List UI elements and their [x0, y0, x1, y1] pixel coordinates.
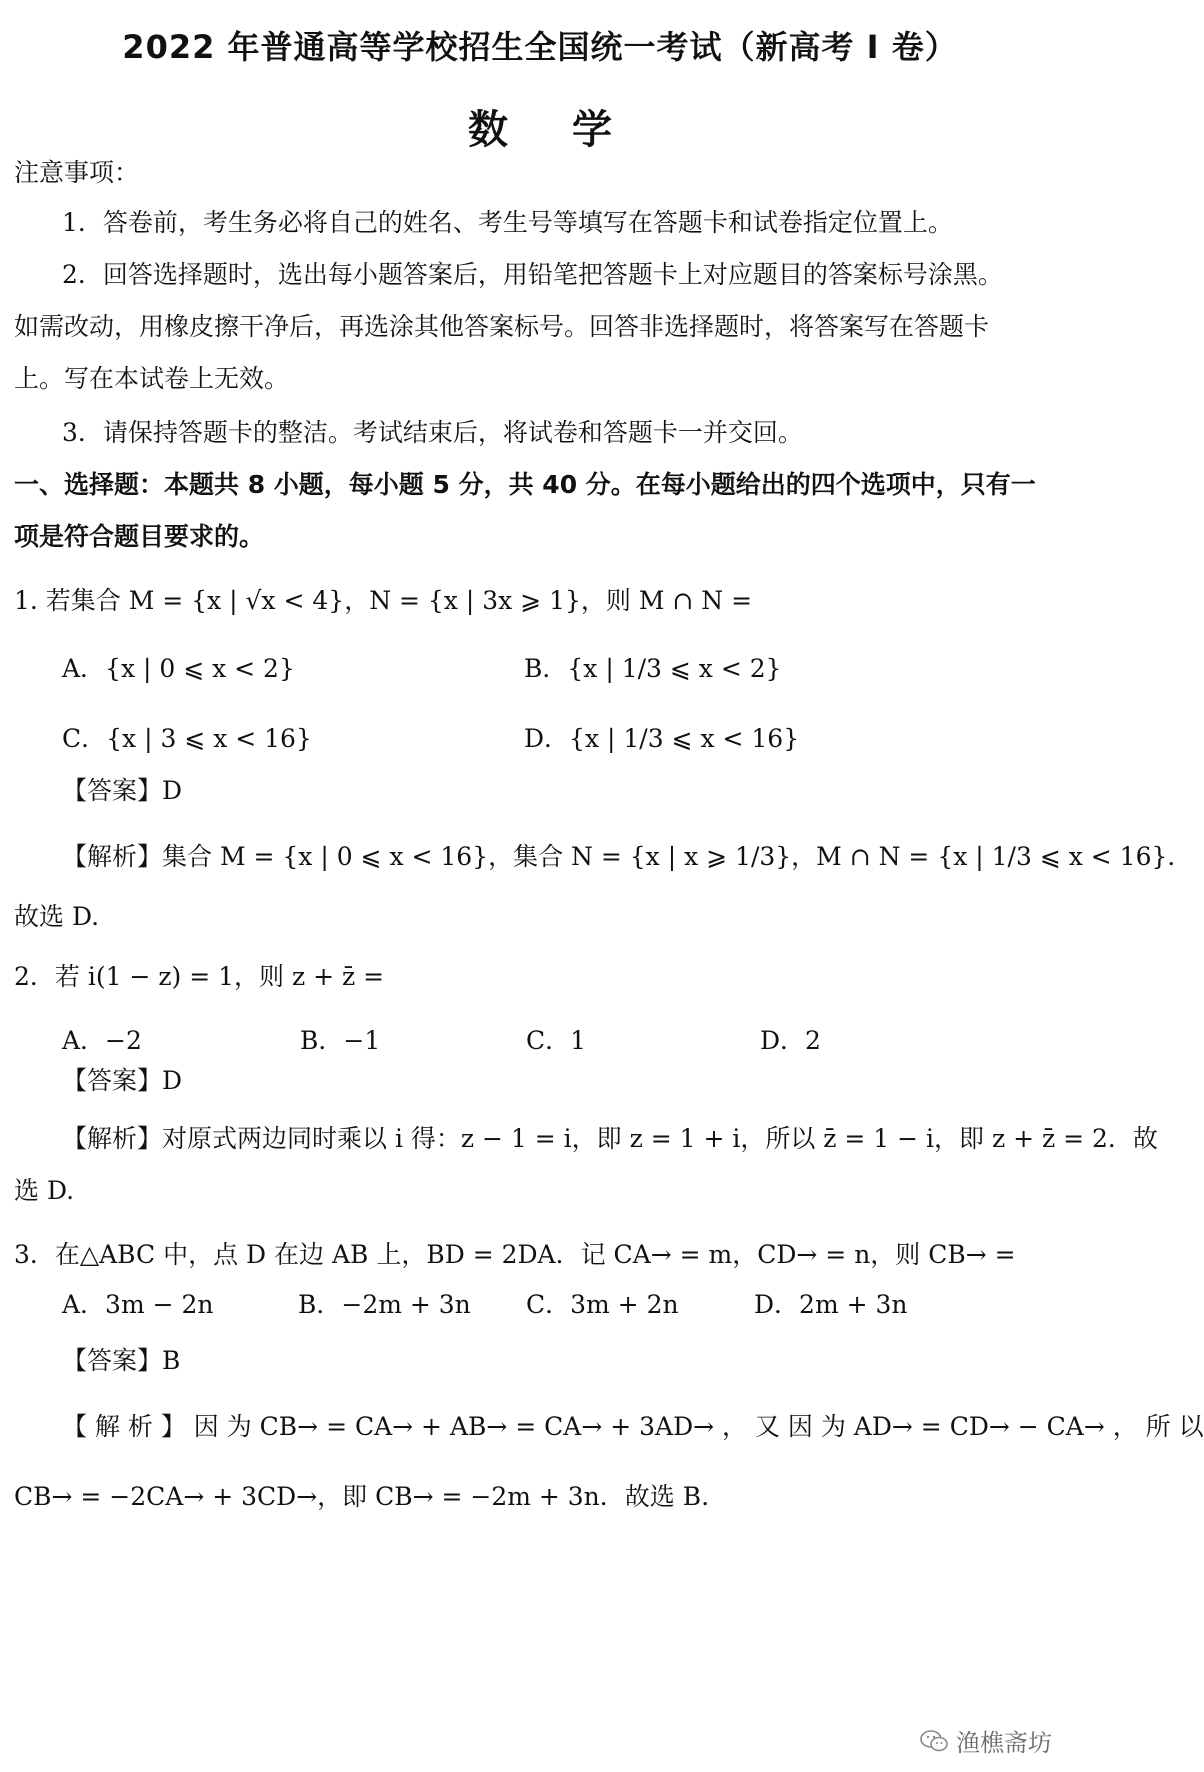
subject-title: 数学 [468, 107, 676, 153]
notes-item-2-line-3: 上。写在本试卷上无效。 [14, 364, 290, 393]
q2-stem: 2．若 i(1 − z) = 1，则 z + z̄ = [14, 962, 385, 991]
watermark [920, 1723, 1052, 1758]
q1-option-d: D．{x | 1/3 ⩽ x < 16} [524, 724, 800, 753]
section-heading-line-2: 项是符合题目要求的。 [14, 522, 265, 551]
q1-stem: 1. 若集合 M = {x | √x < 4}，N = {x | 3x ⩾ 1}，则 M ∩ N = [14, 586, 753, 615]
q1-option-c: C．{x | 3 ⩽ x < 16} [62, 724, 312, 753]
notes-item-2-line-2: 如需改动，用橡皮擦干净后，再选涂其他答案标号。回答非选择题时，将答案写在答题卡 [14, 312, 990, 341]
notes-heading: 注意事项： [14, 158, 140, 187]
q2-option-a: A．−2 [62, 1026, 142, 1055]
q3-stem: 3．在△ABC 中，点 D 在边 AB 上，BD = 2DA．记 CA→ = m，CD→ = n，则 CB→ = [14, 1240, 1016, 1269]
q1-analysis-line-2: 故选 D. [14, 902, 100, 931]
wechat-icon [920, 1729, 948, 1753]
q3-option-a: A．3m − 2n [62, 1290, 214, 1319]
q1-option-a: A．{x | 0 ⩽ x < 2} [62, 654, 295, 683]
notes-item-2-line-1: 2．回答选择题时，选出每小题答案后，用铅笔把答题卡上对应题目的答案标号涂黑。 [62, 260, 1003, 289]
q3-option-c: C．3m + 2n [526, 1290, 679, 1319]
q1-analysis-line-1: 【解析】集合 M = {x | 0 ⩽ x < 16}，集合 N = {x | x ⩾ 1/3}，M ∩ N = {x | 1/3 ⩽ x < 16}． [62, 842, 1193, 871]
q2-option-b: B．−1 [300, 1026, 381, 1055]
q2-option-d: D．2 [760, 1026, 821, 1055]
exam-title: 2022 年普通高等学校招生全国统一考试（新高考 I 卷） [122, 28, 958, 66]
q1-answer: 【答案】D [62, 776, 183, 805]
q2-answer: 【答案】D [62, 1066, 183, 1095]
q3-analysis-line-2: CB→ = −2CA→ + 3CD→，即 CB→ = −2m + 3n．故选 B. [14, 1482, 710, 1511]
q2-analysis-line-1: 【解析】对原式两边同时乘以 i 得：z − 1 = i，即 z = 1 + i，所以 z̄ = 1 − i，即 z + z̄ = 2．故 [62, 1124, 1158, 1153]
notes-item-3: 3．请保持答题卡的整洁。考试结束后，将试卷和答题卡一并交回。 [62, 418, 803, 447]
q3-option-b: B．−2m + 3n [298, 1290, 471, 1319]
watermark-text: 渔樵斋坊 [956, 1729, 1052, 1757]
section-heading-line-1: 一、选择题：本题共 8 小题，每小题 5 分，共 40 分。在每小题给出的四个选项中，只有一 [14, 470, 1036, 499]
q3-analysis-line-1: 【 解 析 】 因 为 CB→ = CA→ + AB→ = CA→ + 3AD→ ， 又 因 为 AD→ = CD→ − CA→ ， 所 以 [62, 1412, 1204, 1441]
q2-analysis-line-2: 选 D. [14, 1176, 75, 1205]
notes-item-1: 1．答卷前，考生务必将自己的姓名、考生号等填写在答题卡和试卷指定位置上。 [62, 208, 953, 237]
q3-answer: 【答案】B [62, 1346, 181, 1375]
q3-option-d: D．2m + 3n [754, 1290, 908, 1319]
q1-option-b: B．{x | 1/3 ⩽ x < 2} [524, 654, 782, 683]
q2-option-c: C．1 [526, 1026, 587, 1055]
